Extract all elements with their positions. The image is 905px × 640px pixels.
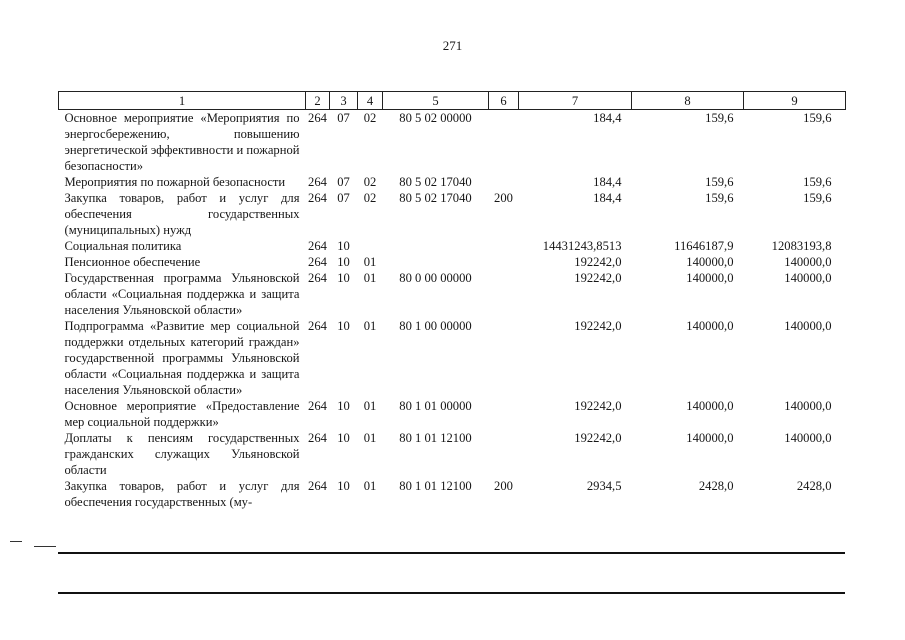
row-code-target [383, 238, 489, 254]
row-code-section: 07 [337, 191, 350, 205]
row-code-target: 80 5 02 00000 [399, 111, 472, 125]
table-bottom-border [58, 592, 845, 594]
row-code-target: 80 1 00 00000 [399, 319, 472, 333]
row-code-subsection: 01 [363, 479, 377, 493]
column-header: 9 [744, 92, 846, 110]
column-header: 3 [330, 92, 358, 110]
row-code-ministry: 264 [308, 271, 327, 285]
row-code-expense-type [489, 110, 519, 175]
table-body [59, 110, 846, 511]
column-header: 4 [358, 92, 383, 110]
row-code-section: 10 [337, 319, 350, 333]
row-code-target: 80 0 00 00000 [399, 271, 472, 285]
row-code-subsection [358, 238, 383, 254]
row-code-target: 80 5 02 17040 [399, 175, 472, 189]
table-row [59, 430, 846, 478]
header-row [59, 92, 846, 110]
row-code-ministry: 264 [308, 191, 327, 205]
row-amount-col8: 140000,0 [686, 431, 734, 445]
row-code-target: 80 5 02 17040 [399, 191, 472, 205]
row-amount-col7: 192242,0 [574, 431, 622, 445]
column-header: 7 [519, 92, 632, 110]
row-amount-col9: 140000,0 [784, 271, 832, 285]
row-amount-col8: 11646187,9 [674, 239, 734, 253]
row-name: Закупка товаров, работ и услуг для обеспечения государственных (му- [64, 479, 300, 509]
row-amount-col8: 140000,0 [686, 399, 734, 413]
row-code-subsection: 02 [363, 111, 377, 125]
row-code-section: 07 [337, 175, 350, 189]
row-amount-col9: 140000,0 [784, 399, 832, 413]
row-amount-col8: 140000,0 [686, 319, 734, 333]
row-code-subsection: 01 [363, 399, 377, 413]
row-code-target [383, 254, 489, 270]
row-code-section: 10 [337, 271, 350, 285]
row-code-target: 80 1 01 00000 [399, 399, 472, 413]
row-amount-col8: 159,6 [705, 191, 734, 205]
row-code-section: 10 [337, 239, 350, 253]
table-row [59, 478, 846, 510]
row-code-expense-type [489, 238, 519, 254]
row-divider [58, 552, 845, 554]
row-amount-col7: 192242,0 [574, 319, 622, 333]
budget-table [58, 91, 846, 510]
row-amount-col7: 192242,0 [574, 255, 622, 269]
row-name: Основное мероприятие «Предоставление мер социальной поддержки» [64, 399, 300, 429]
row-amount-col7: 184,4 [593, 191, 622, 205]
row-amount-col8: 140000,0 [686, 271, 734, 285]
column-header: 6 [489, 92, 519, 110]
row-code-subsection: 02 [363, 175, 377, 189]
row-name: Доплаты к пенсиям государственных гражданских служащих Ульяновской области [64, 431, 300, 477]
row-code-expense-type: 200 [494, 479, 513, 493]
row-code-expense-type [489, 430, 519, 478]
row-name: Пенсионное обеспечение [64, 255, 201, 269]
row-name: Закупка товаров, работ и услуг для обеспечения государственных (муниципальных) нужд [64, 191, 300, 237]
row-amount-col7: 14431243,8513 [542, 239, 622, 253]
row-code-section: 10 [337, 255, 350, 269]
table-row [59, 254, 846, 270]
column-header: 8 [632, 92, 744, 110]
row-amount-col9: 140000,0 [784, 431, 832, 445]
row-code-expense-type [489, 254, 519, 270]
table-row [59, 190, 846, 238]
row-code-section: 07 [337, 111, 350, 125]
row-code-ministry: 264 [308, 111, 327, 125]
table-row [59, 270, 846, 318]
row-amount-col8: 159,6 [705, 111, 734, 125]
row-amount-col8: 2428,0 [698, 479, 734, 493]
row-code-expense-type [489, 174, 519, 190]
row-code-subsection: 01 [363, 271, 377, 285]
row-code-subsection: 01 [363, 431, 377, 445]
row-code-target: 80 1 01 12100 [399, 479, 472, 493]
row-amount-col7: 184,4 [593, 111, 622, 125]
row-name: Мероприятия по пожарной безопасности [64, 175, 286, 189]
margin-mark [10, 541, 22, 542]
row-code-ministry: 264 [308, 431, 327, 445]
row-code-target: 80 1 01 12100 [399, 431, 472, 445]
row-code-ministry: 264 [308, 399, 327, 413]
row-code-section: 10 [337, 479, 350, 493]
row-name: Подпрограмма «Развитие мер социальной поддержки отдельных категорий граждан» государственной программы Ульяновской области «Социальная поддержка и защита населения Ульяновской области» [64, 319, 300, 397]
row-code-ministry: 264 [308, 175, 327, 189]
row-amount-col8: 159,6 [705, 175, 734, 189]
page-number: 271 [442, 38, 463, 53]
row-code-ministry: 264 [308, 239, 327, 253]
row-code-subsection: 01 [363, 255, 377, 269]
row-name: Социальная политика [64, 239, 182, 253]
margin-mark [34, 546, 56, 547]
row-name: Основное мероприятие «Мероприятия по энергосбережению, повышению энергетической эффективности и пожарной безопасности» [64, 111, 300, 173]
row-code-expense-type [489, 398, 519, 430]
table-row [59, 398, 846, 430]
row-amount-col9: 140000,0 [784, 255, 832, 269]
row-name: Государственная программа Ульяновской области «Социальная поддержка и защита населения Ульяновской области» [64, 271, 300, 317]
column-header: 2 [306, 92, 330, 110]
row-code-ministry: 264 [308, 255, 327, 269]
row-amount-col7: 192242,0 [574, 271, 622, 285]
row-code-subsection: 02 [363, 191, 377, 205]
row-amount-col9: 12083193,8 [771, 239, 832, 253]
row-code-expense-type: 200 [494, 191, 513, 205]
row-amount-col7: 184,4 [593, 175, 622, 189]
row-amount-col9: 159,6 [803, 191, 832, 205]
row-code-subsection: 01 [363, 319, 377, 333]
row-code-expense-type [489, 270, 519, 318]
table-row [59, 110, 846, 175]
table-row [59, 318, 846, 398]
row-amount-col7: 192242,0 [574, 399, 622, 413]
row-code-ministry: 264 [308, 479, 327, 493]
row-code-expense-type [489, 318, 519, 398]
row-amount-col9: 140000,0 [784, 319, 832, 333]
column-header: 1 [59, 92, 306, 110]
row-code-ministry: 264 [308, 319, 327, 333]
row-amount-col7: 2934,5 [586, 479, 622, 493]
row-amount-col9: 159,6 [803, 175, 832, 189]
row-amount-col8: 140000,0 [686, 255, 734, 269]
row-amount-col9: 159,6 [803, 111, 832, 125]
table-row [59, 238, 846, 254]
row-code-section: 10 [337, 399, 350, 413]
column-header: 5 [383, 92, 489, 110]
row-amount-col9: 2428,0 [796, 479, 832, 493]
table-row [59, 174, 846, 190]
row-code-section: 10 [337, 431, 350, 445]
